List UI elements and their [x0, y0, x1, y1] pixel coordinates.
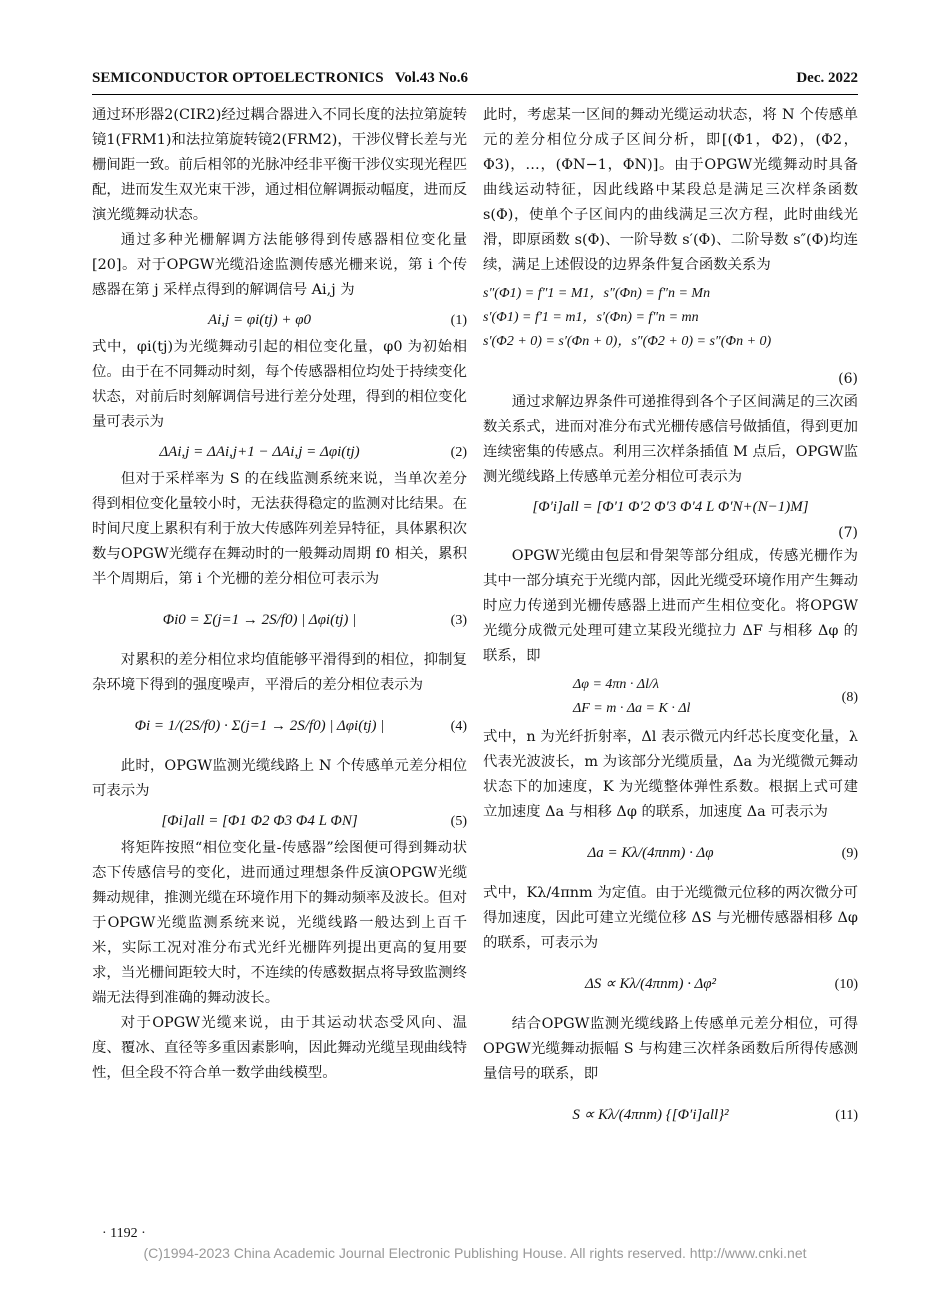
- equation-8: [483, 671, 858, 723]
- paragraph: 将矩阵按照“相位变化量-传感器”绘图便可得到舞动状态下传感信号的变化，进而通过理想条件反演OPGW光缆舞动规律，推测光缆在环境作用下的舞动频率及波长。但对于OPGW光缆监测系统来说，光缆线路一般达到上百千米，实际工况对准分布式光纤光栅阵列提出更高的复用要求，当光栅间距较大时，不连续的传感数据点将导致监测终端无法得到准确的舞动波长。: [92, 840, 467, 1006]
- equation-body: Δa = Kλ/(4πnm) · Δφ: [587, 845, 714, 861]
- equation-3: [92, 594, 467, 646]
- equation-body: Φi = 1/(2S/f0) · Σ(j=1 → 2S/f0) | Δφi(tj) |: [134, 718, 385, 734]
- equation-number: (4): [450, 719, 467, 734]
- equation-system: [573, 673, 818, 721]
- page-number: · 1192 ·: [102, 1226, 146, 1241]
- paragraph: 结合OPGW监测光缆线路上传感单元差分相位，可得OPGW光缆舞动振幅 S 与构建三次样条函数后所得传感测量信号的联系，即: [483, 1016, 858, 1082]
- equation-9: [483, 827, 858, 879]
- paragraph: 式中，n 为光纤折射率，Δl 表示微元内纤芯长度变化量，λ 代表光波波长，m 为该部分光缆质量，Δa 为光缆微元舞动状态下的加速度，K 为光缆整体弹性系数。根据上式可建立加速度 Δa 与相移 Δφ 的联系，加速度 Δa 可表示为: [483, 729, 858, 820]
- equation-body: S ∝ Kλ/(4πnm) {[Φ′i]all}²: [572, 1107, 729, 1123]
- header-rule: [92, 94, 858, 95]
- equation-body: Ai,j = φi(tj) + φ0: [207, 312, 312, 328]
- paragraph: 对于OPGW光缆来说，由于其运动状态受风向、温度、覆冰、直径等多重因素影响，因此舞动光缆呈现曲线特性，但全段不符合单一数学曲线模型。: [92, 1015, 467, 1081]
- equation-body: ΔS ∝ Kλ/(4πnm) · Δφ²: [584, 976, 717, 992]
- equation-number: (2): [450, 445, 467, 460]
- equation-number: (7): [838, 525, 858, 541]
- equation-line: s′(Φ2 + 0) = s′(Φn + 0)，s″(Φ2 + 0) = s″(Φn + 0): [483, 334, 772, 349]
- equation-number: (9): [841, 846, 858, 861]
- equation-number: (10): [834, 977, 858, 992]
- issue-date: Dec. 2022: [796, 70, 858, 86]
- equation-line: s″(Φ1) = f″1 = M1，s″(Φn) = f″n = Mn: [483, 286, 711, 301]
- equation-number: (6): [838, 371, 858, 387]
- equation-number: (1): [450, 313, 467, 328]
- equation-5: [92, 806, 467, 834]
- equation-number: (3): [450, 613, 467, 628]
- equation-7: [483, 492, 858, 520]
- paragraph: 对累积的差分相位求均值能够平滑得到的相位，抑制复杂环境下得到的强度噪声，平滑后的差分相位表示为: [92, 652, 467, 693]
- equation-line: Δφ = 4πn · Δl/λ: [573, 677, 659, 692]
- paragraph: 此时，考虑某一区间的舞动光缆运动状态，将 N 个传感单元的差分相位分成子区间分析，即[(Φ1，Φ2)，(Φ2，Φ3)，…，(ΦN−1，ΦN)]。由于OPGW光缆舞动时具备曲线运动特征，因此线路中某段总是满足三次样条函数 s(Φ)，使单个子区间内的曲线满足三次方程，此时曲线光滑，即原函数 s(Φ)、一阶导数 s′(Φ)、二阶导数 s″(Φ)均连续，满足上述假设的边界条件复合函数关系为: [483, 107, 858, 273]
- paragraph: 通过环形器2(CIR2)经过耦合器进入不同长度的法拉第旋转镜1(FRM1)和法拉第旋转镜2(FRM2)，干涉仪臂长差与光栅间距一致。前后相邻的光脉冲经非平衡干涉仪实现光程匹配，进而发生双光束干涉，通过相位解调振动幅度，进而反演光缆舞动状态。: [92, 107, 467, 223]
- equation-number: (5): [450, 814, 467, 829]
- paragraph: 通过求解边界条件可递推得到各个子区间满足的三次函数关系式，进而对准分布式光栅传感信号做插值，得到更加连续密集的传感点。利用三次样条插值 M 点后，OPGW监测光缆线路上传感单元差分相位可表示为: [483, 394, 858, 485]
- equation-4: [92, 700, 467, 752]
- equation-10: [483, 958, 858, 1010]
- left-column: [92, 103, 467, 1086]
- equation-body: Φi0 = Σ(j=1 → 2S/f0) | Δφi(tj) |: [162, 612, 357, 628]
- equation-11: [483, 1089, 858, 1141]
- paragraph: 式中，Kλ/4πnm 为定值。由于光缆微元位移的两次微分可得加速度，因此可建立光缆位移 ΔS 与光栅传感器相移 Δφ 的联系，可表示为: [483, 885, 858, 951]
- equation-1: [92, 305, 467, 333]
- running-header: [92, 70, 858, 92]
- paragraph: 通过多种光栅解调方法能够得到传感器相位变化量[20]。对于OPGW光缆沿途监测传感光栅来说，第 i 个传感器在第 j 采样点得到的解调信号 Ai,j 为: [92, 232, 467, 298]
- equation-system: [483, 282, 818, 354]
- right-column: [483, 103, 858, 1143]
- paragraph: 此时，OPGW监测光缆线路上 N 个传感单元差分相位可表示为: [92, 758, 467, 799]
- equation-line: s′(Φ1) = f′1 = m1，s′(Φn) = f″n = mn: [483, 310, 699, 325]
- equation-body: [Φ′i]all = [Φ′1 Φ′2 Φ′3 Φ′4 L Φ′N+(N−1)M]: [532, 499, 809, 515]
- equation-body: [Φi]all = [Φ1 Φ2 Φ3 Φ4 L ΦN]: [161, 813, 358, 829]
- equation-6: [483, 280, 858, 366]
- equation-number: (8): [841, 690, 858, 705]
- paragraph: 但对于采样率为 S 的在线监测系统来说，当单次差分得到相位变化量较小时，无法获得稳定的监测对比结果。在时间尺度上累积有利于放大传感阵列差异特征，具体累积次数与OPGW光缆存在舞动时的一般舞动周期 f0 相关，累积半个周期后，第 i 个光栅的差分相位可表示为: [92, 471, 467, 587]
- paragraph: 式中，φi(tj)为光缆舞动引起的相位变化量，φ0 为初始相位。由于在不同舞动时刻，每个传感器相位均处于持续变化状态，对前后时刻解调信号进行差分处理，得到的相位变化量可表示为: [92, 339, 467, 430]
- volume-issue: Vol.43 No.6: [394, 70, 469, 86]
- journal-name: SEMICONDUCTOR OPTOELECTRONICS: [92, 70, 384, 86]
- equation-line: ΔF = m · Δa = K · Δl: [573, 701, 691, 716]
- equation-2: [92, 437, 467, 465]
- equation-number: (11): [835, 1108, 858, 1123]
- journal-volume: [92, 70, 468, 87]
- copyright-notice: (C)1994-2023 China Academic Journal Electronic Publishing House. All rights reserved. http://www.cnki.net: [143, 1245, 807, 1261]
- equation-body: ΔAi,j = ΔAi,j+1 − ΔAi,j = Δφi(tj): [159, 444, 360, 460]
- paragraph: OPGW光缆由包层和骨架等部分组成，传感光栅作为其中一部分填充于光缆内部，因此光缆受环境作用产生舞动时应力传递到光栅传感器上进而产生相位变化。将OPGW光缆分成微元处理可建立某段光缆拉力 ΔF 与相移 Δφ 的联系，即: [483, 548, 858, 664]
